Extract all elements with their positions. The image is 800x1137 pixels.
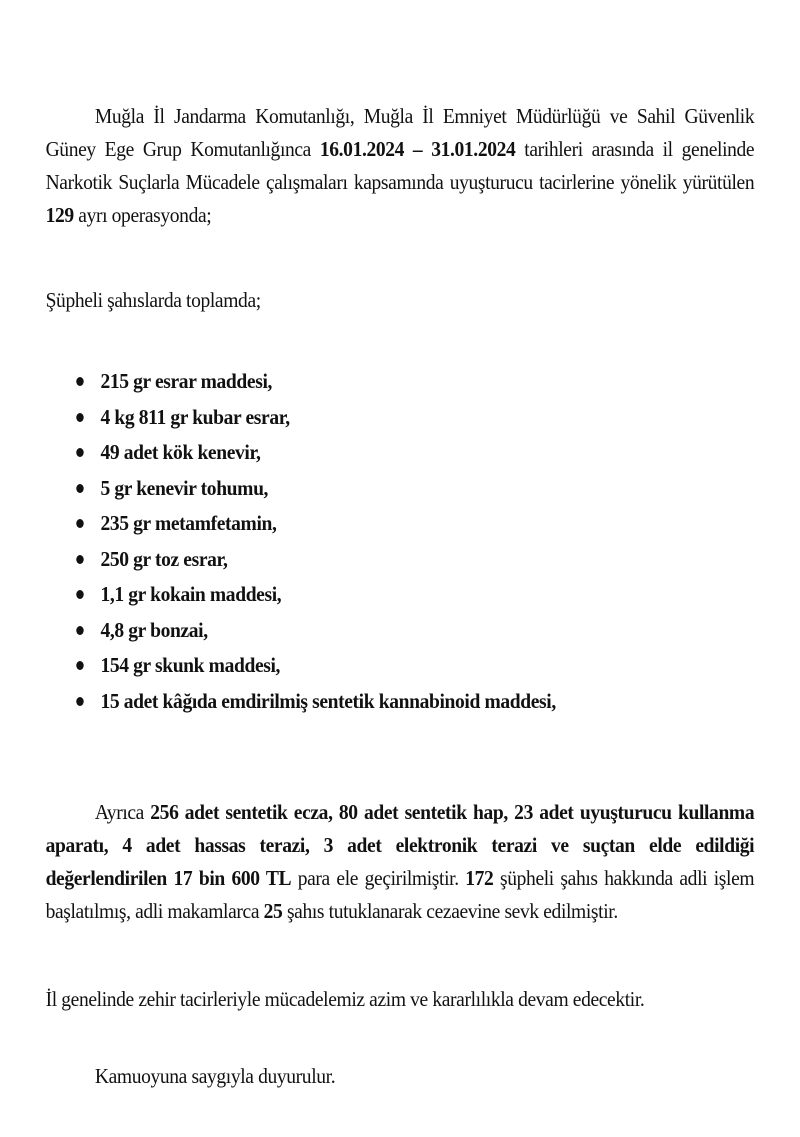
list-item-text: 49 adet kök kenevir,	[100, 440, 261, 464]
bullet-icon	[76, 697, 83, 706]
bullet-icon	[76, 377, 83, 386]
suspects-heading: Şüpheli şahıslarda toplamda;	[45, 288, 261, 312]
intro-text-3: ayrı operasyonda;	[73, 203, 212, 227]
closing-statement: İl genelinde zehir tacirleriyle mücadelemiz azim ve kararlılıkla devam edecektir.	[45, 987, 645, 1011]
bullet-icon	[76, 590, 83, 599]
list-item	[76, 542, 556, 578]
intro-text-1: Muğla İl Jandarma Komutanlığı, Muğla İl Emniyet Müdürlüğü ve Sahil Güvenlik Güney Ege Grup Komutanlığınca	[45, 104, 755, 161]
additional-seizures-paragraph	[46, 796, 755, 928]
bullet-icon	[76, 555, 83, 564]
additional-text-2: para ele geçirilmiştir.	[291, 866, 466, 890]
list-item	[76, 648, 556, 684]
additional-text-1: Ayrıca	[94, 800, 151, 824]
list-item-text: 235 gr metamfetamin,	[100, 511, 277, 535]
list-item	[76, 684, 556, 720]
bullet-icon	[76, 448, 83, 457]
bullet-icon	[76, 626, 83, 635]
list-item	[76, 613, 556, 649]
sign-off: Kamuoyuna saygıyla duyurulur.	[94, 1064, 336, 1088]
additional-text-4: şahıs tutuklanarak cezaevine sevk edilmiştir.	[282, 899, 618, 923]
list-item-text: 4,8 gr bonzai,	[100, 617, 208, 642]
arrest-count: 25	[263, 899, 283, 923]
bullet-icon	[76, 661, 83, 670]
list-item	[76, 400, 556, 436]
intro-text-2: tarihleri arasında il genelinde Narkotik Suçlarla Mücadele çalışmaları kapsamında uyuşturucu tacirlerine yönelik yürütülen	[45, 137, 755, 194]
list-item-text: 250 gr toz esrar,	[100, 546, 228, 571]
additional-items-bold: 256 adet sentetik ecza, 80 adet sentetik hap, 23 adet uyuşturucu kullanma aparatı, 4 adet hassas terazi, 3 adet elektronik terazi ve suçtan elde edildiği değerlendirilen 17 bin 600 TL	[45, 800, 755, 890]
list-item-text: 5 gr kenevir tohumu,	[100, 475, 269, 500]
suspect-count: 172	[465, 866, 494, 890]
list-item	[76, 435, 556, 471]
list-item	[76, 364, 556, 400]
list-item-text: 15 adet kâğıda emdirilmiş sentetik kannabinoid maddesi,	[100, 688, 556, 713]
list-item-text: 4 kg 811 gr kubar esrar,	[100, 404, 290, 429]
bullet-icon	[76, 484, 83, 493]
bullet-icon	[76, 519, 83, 528]
date-range: 16.01.2024 – 31.01.2024	[319, 137, 516, 161]
intro-paragraph	[46, 100, 755, 232]
additional-text-3: şüpheli şahıs hakkında adli işlem başlatılmış, adli makamlarca	[45, 866, 755, 923]
list-item-text: 215 gr esrar maddesi,	[100, 369, 273, 393]
list-item-text: 154 gr skunk maddesi,	[100, 653, 281, 677]
seized-items-list	[76, 364, 556, 719]
bullet-icon	[76, 413, 83, 422]
list-item	[76, 506, 556, 542]
list-item-text: 1,1 gr kokain maddesi,	[100, 582, 282, 606]
operation-count: 129	[45, 203, 74, 227]
list-item	[76, 577, 556, 613]
list-item	[76, 471, 556, 507]
